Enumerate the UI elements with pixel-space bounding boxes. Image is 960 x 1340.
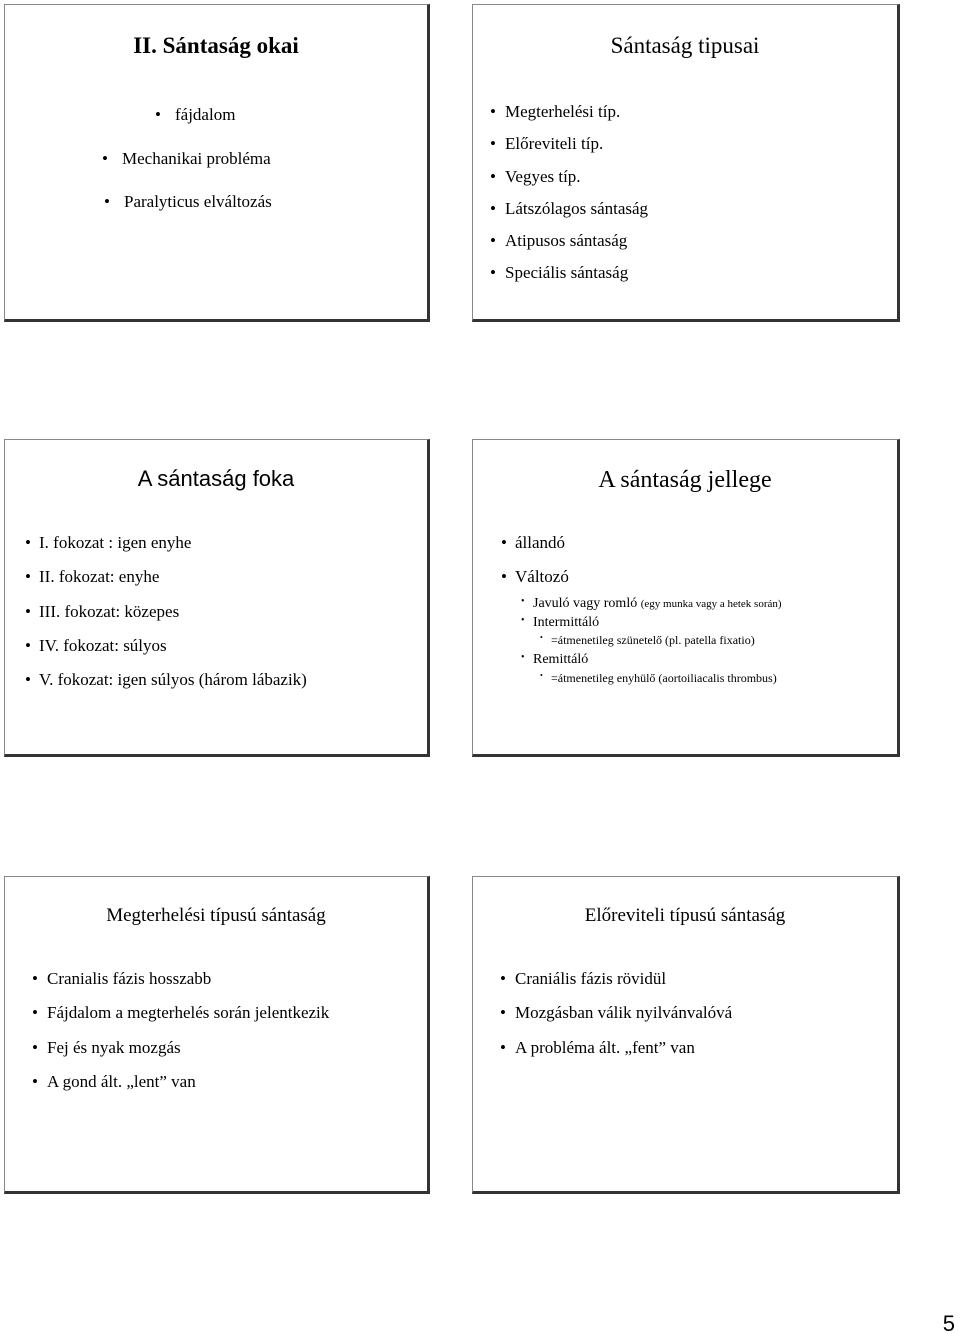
slide-sántaság-foka <box>4 439 430 757</box>
sub-item-note: (egy munka vagy a hetek során) <box>640 598 782 610</box>
list-item: • A gond ált. „lent” van <box>47 1072 329 1106</box>
sub-list-item <box>533 596 782 615</box>
bullet-list <box>515 533 569 601</box>
list-item: • Atipusos sántaság <box>505 231 648 263</box>
bullet-list <box>515 969 732 1072</box>
list-item: • fájdalom <box>5 105 427 149</box>
sub-item-text: Javuló vagy romló <box>533 596 638 611</box>
list-item: • Előreviteli típ. <box>505 134 648 166</box>
list-item: • Megterhelési típ. <box>505 102 648 134</box>
slide-sántaság-okai <box>4 4 430 322</box>
list-item: • Fájdalom a megterhelés során jelentkezik <box>47 1003 329 1037</box>
list-item: • Fej és nyak mozgás <box>47 1038 329 1072</box>
slide-title: Megterhelési típusú sántaság <box>106 905 326 926</box>
sub-sub-list-item: • =átmenetileg szünetelő (pl. patella fixatio) <box>533 633 782 652</box>
list-item: • Változó <box>515 567 569 601</box>
bullet-list <box>47 969 329 1106</box>
slide-title: A sántaság jellege <box>598 467 772 493</box>
list-item: • A probléma ált. „fent” van <box>515 1038 732 1072</box>
sub-sub-list-item: • =átmenetileg enyhülő (aortoiliacalis thrombus) <box>533 671 782 690</box>
bullet-list <box>39 533 307 704</box>
list-item: • II. fokozat: enyhe <box>39 567 307 601</box>
sub-bullet-list <box>533 596 782 690</box>
list-item: • V. fokozat: igen súlyos (három lábazik) <box>39 670 307 704</box>
slide-title: Előreviteli típusú sántaság <box>584 905 786 926</box>
bullet-list <box>505 102 648 296</box>
slide-megterhelési-típus <box>4 876 430 1194</box>
list-item: • IV. fokozat: súlyos <box>39 636 307 670</box>
list-item: • Mechanikai probléma <box>5 149 427 193</box>
sub-list-item: • Intermittáló <box>533 615 782 634</box>
sub-list-item: • Remittáló <box>533 652 782 671</box>
list-item: • Paralyticus elváltozás <box>5 192 427 236</box>
slide-sántaság-tipusai <box>472 4 900 322</box>
list-item: • állandó <box>515 533 569 567</box>
list-item: • Speciális sántaság <box>505 263 648 295</box>
slide-title: Sántaság tipusai <box>610 33 760 58</box>
slide-title: A sántaság foka <box>137 466 295 491</box>
list-item: • Látszólagos sántaság <box>505 199 648 231</box>
list-item: • Craniális fázis rövidül <box>515 969 732 1003</box>
list-item: • Cranialis fázis hosszabb <box>47 969 329 1003</box>
list-item: • I. fokozat : igen enyhe <box>39 533 307 567</box>
slide-előreviteli-típus <box>472 876 900 1194</box>
bullet-list <box>5 105 427 236</box>
list-item: • Mozgásban válik nyilvánvalóvá <box>515 1003 732 1037</box>
slide-title: II. Sántaság okai <box>133 33 299 58</box>
page-number: 5 <box>942 1311 955 1336</box>
list-item: • III. fokozat: közepes <box>39 602 307 636</box>
slide-sántaság-jellege <box>472 439 900 757</box>
list-item: • Vegyes típ. <box>505 167 648 199</box>
